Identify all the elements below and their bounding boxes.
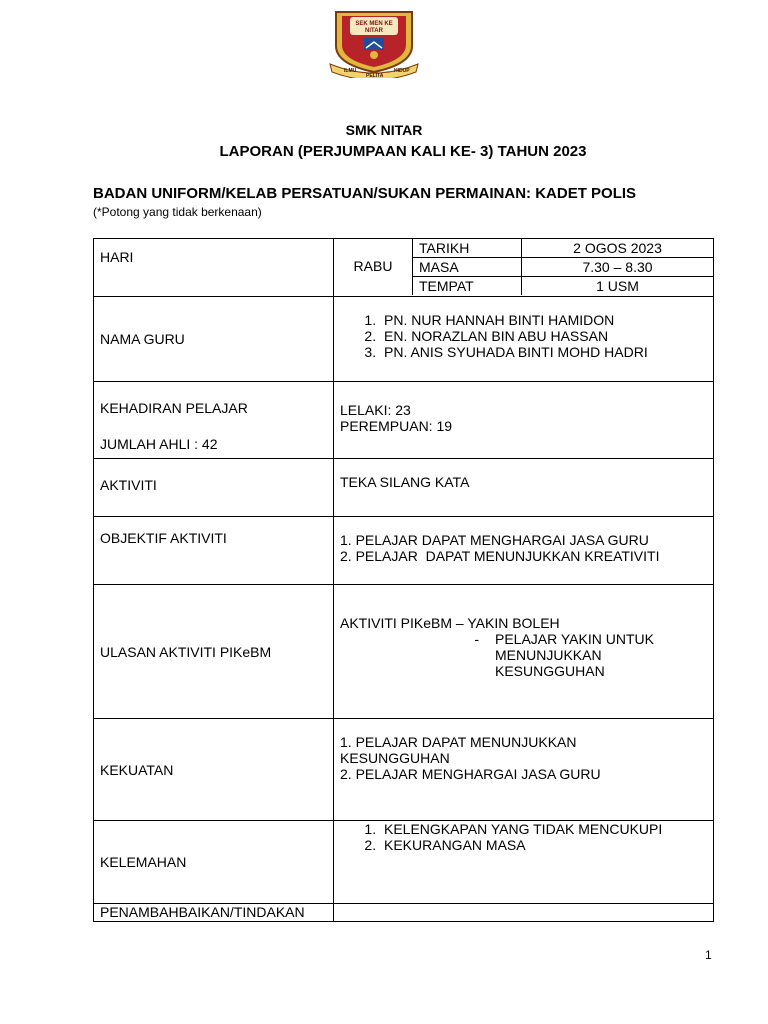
cell-guru-label bbox=[94, 297, 334, 382]
ulasan-dash: - bbox=[474, 631, 479, 647]
ulasan-title: AKTIVITI PIKeBM – YAKIN BOLEH bbox=[340, 615, 560, 631]
cell-hari-label bbox=[94, 239, 334, 297]
cell-aktiviti-label bbox=[94, 459, 334, 517]
cell-kehadiran-value bbox=[334, 382, 714, 459]
cell-penambahbaikan-label bbox=[94, 904, 334, 922]
kekuatan-item: KESUNGGUHAN bbox=[340, 750, 450, 766]
guru-label: NAMA GURU bbox=[100, 331, 185, 347]
kelemahan-item: 1. KELENGKAPAN YANG TIDAK MENCUKUPI bbox=[380, 821, 713, 837]
ulasan-line: MENUNJUKKAN bbox=[495, 647, 602, 663]
tarikh-value: 2 OGOS 2023 bbox=[522, 239, 714, 258]
body-heading: BADAN UNIFORM/KELAB PERSATUAN/SUKAN PERMAINAN: KADET POLIS bbox=[93, 185, 637, 202]
school-name: SMK NITAR bbox=[345, 122, 423, 138]
guru-item: 1. PN. NUR HANNAH BINTI HAMIDON bbox=[380, 312, 713, 328]
objektif-item: 2. PELAJAR DAPAT MENUNJUKKAN KREATIVITI bbox=[340, 548, 660, 564]
cell-kelemahan-label bbox=[94, 821, 334, 904]
cell-ulasan-label bbox=[94, 585, 334, 719]
ulasan-label: ULASAN AKTIVITI PIKeBM bbox=[100, 643, 272, 660]
objektif-label: OBJEKTIF AKTIVITI bbox=[100, 530, 227, 546]
cell-objektif-value bbox=[334, 517, 714, 585]
penambahbaikan-label: PENAMBAHBAIKAN/TINDAKAN bbox=[100, 904, 305, 920]
cell-kekuatan-label bbox=[94, 719, 334, 821]
svg-text:HIDUP: HIDUP bbox=[394, 68, 410, 74]
aktiviti-value: TEKA SILANG KATA bbox=[340, 474, 470, 490]
cell-kehadiran-label bbox=[94, 382, 334, 459]
hari-label: HARI bbox=[100, 249, 134, 265]
cell-kelemahan-value bbox=[334, 821, 714, 904]
kekuatan-label: KEKUATAN bbox=[100, 761, 174, 778]
row-nama-guru bbox=[94, 297, 714, 382]
jumlah-ahli: JUMLAH AHLI : 42 bbox=[100, 436, 218, 452]
tempat-value: 1 USM bbox=[522, 277, 714, 296]
cell-penambahbaikan-value bbox=[334, 904, 714, 922]
note-text: (*Potong yang tidak berkenaan) bbox=[93, 205, 262, 219]
kelemahan-label: KELEMAHAN bbox=[100, 854, 187, 870]
lelaki-count: LELAKI: 23 bbox=[340, 402, 411, 418]
ulasan-detail bbox=[334, 631, 713, 679]
svg-text:ILMU: ILMU bbox=[344, 68, 357, 74]
svg-text:NITAR: NITAR bbox=[365, 28, 383, 34]
cell-aktiviti-value bbox=[334, 459, 714, 517]
guru-item: 2. EN. NORAZLAN BIN ABU HASSAN bbox=[380, 328, 713, 344]
hari-value: RABU bbox=[353, 258, 393, 274]
report-title: LAPORAN (PERJUMPAAN KALI KE- 3) TAHUN 2023 bbox=[219, 143, 587, 160]
kekuatan-item: 1. PELAJAR DAPAT MENUNJUKKAN bbox=[340, 734, 577, 750]
tempat-label: TEMPAT bbox=[413, 277, 522, 296]
page-number: 1 bbox=[705, 948, 712, 962]
cell-objektif-label bbox=[94, 517, 334, 585]
report-table bbox=[93, 238, 714, 922]
kelemahan-item: 2. KEKURANGAN MASA bbox=[380, 837, 713, 853]
row-kelemahan bbox=[94, 821, 714, 904]
row-aktiviti bbox=[94, 459, 714, 517]
row-kekuatan bbox=[94, 719, 714, 821]
guru-list bbox=[334, 312, 713, 360]
aktiviti-label: AKTIVITI bbox=[100, 477, 157, 493]
cell-kekuatan-value bbox=[334, 719, 714, 821]
school-crest-logo bbox=[326, 6, 422, 78]
tarikh-label: TARIKH bbox=[413, 239, 522, 258]
row-ulasan bbox=[94, 585, 714, 719]
kekuatan-item: 2. PELAJAR MENGHARGAI JASA GURU bbox=[340, 766, 601, 782]
svg-text:PELITA: PELITA bbox=[366, 73, 384, 78]
masa-label: MASA bbox=[413, 258, 522, 277]
row-hari bbox=[94, 239, 714, 297]
cell-ulasan-value bbox=[334, 585, 714, 719]
perempuan-count: PEREMPUAN: 19 bbox=[340, 418, 453, 434]
ulasan-line: PELAJAR YAKIN UNTUK bbox=[495, 631, 654, 647]
guru-item: 3. PN. ANIS SYUHADA BINTI MOHD HADRI bbox=[380, 344, 713, 360]
objektif-item: 1. PELAJAR DAPAT MENGHARGAI JASA GURU bbox=[340, 532, 649, 548]
ulasan-line: KESUNGGUHAN bbox=[495, 663, 605, 679]
kelemahan-list bbox=[334, 821, 713, 853]
row-kehadiran bbox=[94, 382, 714, 459]
row-objektif bbox=[94, 517, 714, 585]
date-time-table bbox=[412, 239, 713, 295]
kehadiran-label: KEHADIRAN PELAJAR bbox=[100, 400, 248, 416]
row-penambahbaikan bbox=[94, 904, 714, 922]
masa-value: 7.30 – 8.30 bbox=[522, 258, 714, 277]
cell-guru-value bbox=[334, 297, 714, 382]
cell-hari-value bbox=[334, 239, 714, 297]
svg-text:SEK MEN KE: SEK MEN KE bbox=[355, 21, 393, 27]
